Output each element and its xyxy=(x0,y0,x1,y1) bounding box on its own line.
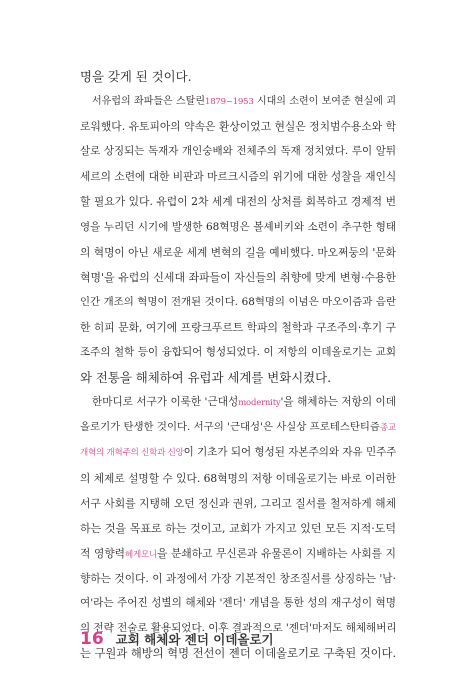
body-line: 의 전략 전술로 활용되었다. 이후 결과적으로 '젠더'마저도 해체해버리 xyxy=(80,622,396,635)
body-line: 서구 사회를 지탱해 오던 정신과 권위, 그리고 질서를 철저하게 해체 xyxy=(80,496,396,510)
running-title: 교회 해체와 젠더 이데올로기 xyxy=(115,632,274,647)
inline-annotation: 개혁의 개혁주의 신학과 신앙 xyxy=(80,448,184,459)
body-line: 살로 상징되는 독재자 개인숭배와 전체주의 독재 정치였다. 루이 알튀 xyxy=(80,145,396,158)
body-line: 인간 개조의 혁명이 전개된 것이다. 68혁명의 이념은 마오이즘과 음란 xyxy=(80,295,396,308)
page-footer xyxy=(80,629,274,649)
inline-annotation: 종교 xyxy=(379,423,396,434)
body-line: 한마디로 서구가 이룩한 '근대성modernity'을 해체하는 저항의 이데 xyxy=(92,396,396,409)
body-line: 개혁의 개혁주의 신학과 신앙이 기초가 되어 형성된 자본주의와 자유 민주주 xyxy=(80,446,396,459)
body-line: 올로기가 탄생한 것이다. 서구의 '근대성'은 사실상 프로테스탄티즘종교 xyxy=(80,421,396,434)
body-line: 혁명'을 유럽의 신세대 좌파들이 자신들의 취향에 맞게 변형·수용한 xyxy=(80,270,396,284)
body-line: 여'라는 주어진 성별의 해체와 '젠더' 개념을 통한 성의 재구성이 혁명 xyxy=(80,596,396,609)
body-line: 서유럽의 좌파들은 스탈린1879~1953 시대의 소련이 보여준 현실에 괴 xyxy=(92,96,396,108)
body-line: 로워했다. 유토피아의 약속은 환상이었고 현실은 정치범수용소와 학 xyxy=(80,120,396,134)
inline-annotation: 헤게모니 xyxy=(125,549,158,560)
body-line: 의 혁명이 아닌 새로운 세계 변혁의 길을 예비했다. 마오쩌둥의 '문화 xyxy=(80,245,396,259)
body-line: 명을 갖게 된 것이다. xyxy=(80,69,192,84)
body-line: 는 구원과 해방의 혁명 전선이 젠더 이데올로기로 구축된 것이다. xyxy=(80,647,396,661)
body-line: 향하는 것이다. 이 과정에서 가장 기본적인 창조질서를 상징하는 '남· xyxy=(80,571,396,585)
body-line: 조주의 철학 등이 융합되어 형성되었다. 이 저항의 이데올로기는 교회 xyxy=(80,346,396,359)
body-line: 와 전통을 해체하여 유럽과 세계를 변화시켰다. xyxy=(80,370,332,386)
inline-annotation: 1879~1953 xyxy=(205,97,254,108)
body-text xyxy=(80,64,396,666)
page-number: 16 xyxy=(80,629,104,649)
inline-annotation: modernity xyxy=(238,398,281,409)
body-line: 의 체제로 설명할 수 있다. 68혁명의 저항 이데올로기는 바로 이러한 xyxy=(80,471,396,485)
body-line: 적 영향력헤게모니을 분쇄하고 무신론과 유물론이 지배하는 사회를 지 xyxy=(80,546,396,560)
body-line: 영을 누리던 시기에 발생한 68혁명은 볼셰비키와 소련이 추구한 형태 xyxy=(80,220,396,233)
body-line: 한 히피 문화, 여기에 프랑크푸르트 학파의 철학과 구조주의·후기 구 xyxy=(80,320,396,334)
body-line: 하는 것을 목표로 하는 것이고, 교회가 가지고 있던 모든 지적·도덕 xyxy=(80,521,396,535)
body-line: 세르의 소련에 대한 비판과 마르크시즘의 위기에 대한 성찰을 재인식 xyxy=(80,170,396,184)
body-line: 할 필요가 있다. 유럽이 2차 세계 대전의 상처를 회복하고 경제적 번 xyxy=(80,195,396,209)
